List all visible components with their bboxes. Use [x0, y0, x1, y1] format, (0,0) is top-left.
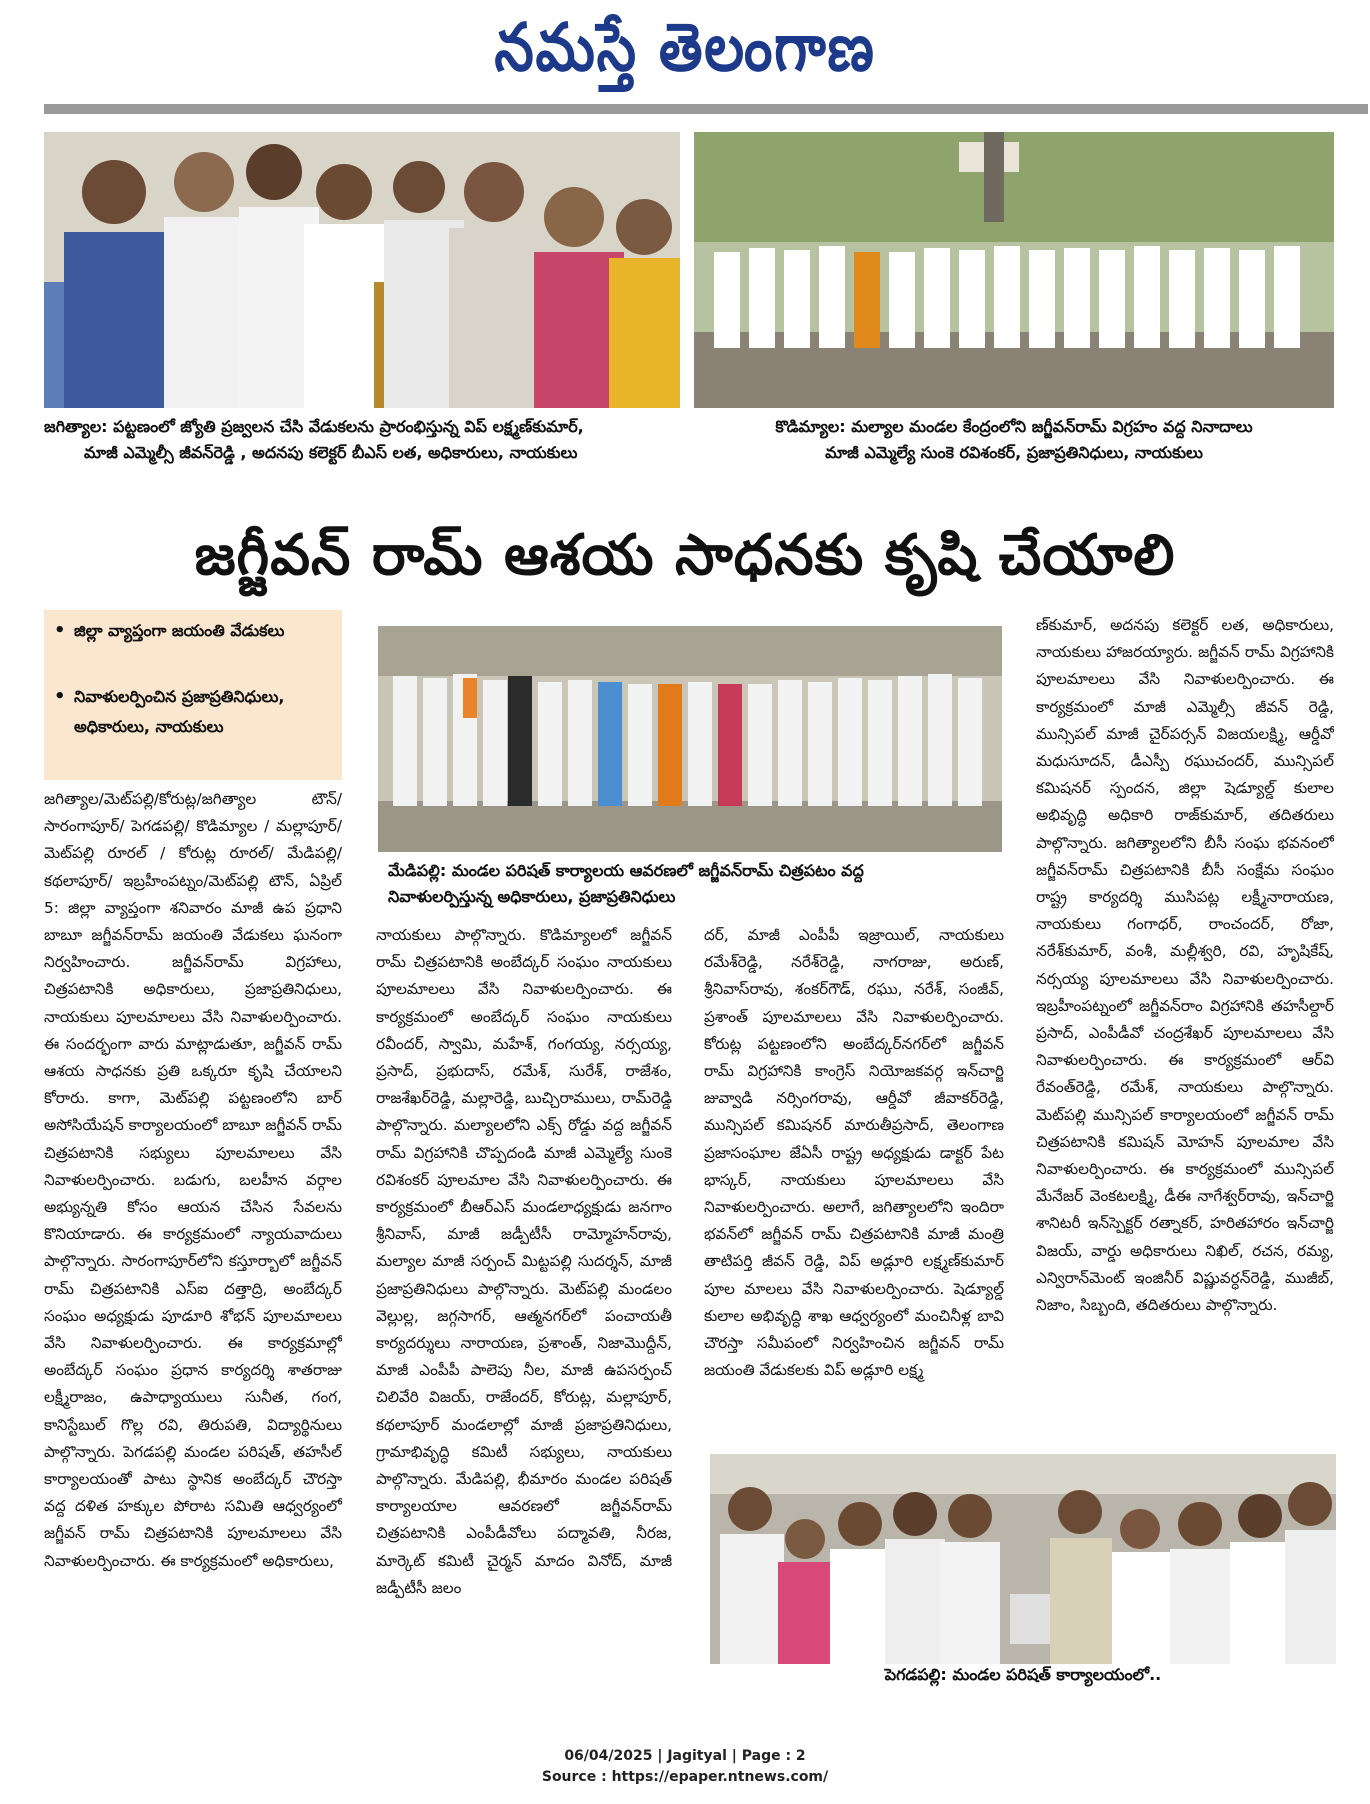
headline: జగ్జీవన్ రామ్ ఆశయ సాధనకు కృషి చేయాలి: [194, 523, 1176, 588]
photo-caption-top-right: [694, 414, 1334, 466]
caption-line: నివాళులర్పిస్తున్న అధికారులు, ప్రజాప్రతినిధులు: [388, 887, 676, 906]
caption-line: పెగడపల్లి: మండల పరిషత్ కార్యాలయంలో..: [884, 1665, 1162, 1684]
masthead-title: నమస్తే తెలంగాణ: [494, 8, 876, 86]
photo-caption-top-left: [44, 414, 680, 466]
highlights-box: [44, 610, 342, 780]
photo-figures: [694, 132, 1334, 408]
caption-line: మాజీ ఎమ్మెల్సీ జీవన్‌రెడ్డి , అదనపు కలెక్టర్ బీఎస్ లత, అధికారులు, నాయకులు: [84, 443, 578, 462]
caption-line: మాజీ ఎమ్మెల్యే సుంకె రవిశంకర్, ప్రజాప్రతినిధులు, నాయకులు: [825, 443, 1203, 462]
bullet-icon: •: [54, 686, 66, 707]
photo-figures: [378, 626, 1002, 852]
photo-figures: [44, 132, 680, 408]
caption-line: మేడిపల్లి: మండల పరిషత్ కార్యాలయ ఆవరణలో జగ్జీవన్‌రామ్ చిత్రపటం వద్ద: [388, 861, 864, 880]
article-column-1: [44, 786, 342, 1768]
photo-kodimyal-statue: [694, 132, 1334, 408]
bullet-icon: •: [54, 620, 66, 641]
caption-line: జగిత్యాల: పట్టణంలో జ్యోతి ప్రజ్వలన చేసి వేడుకలను ప్రారంభిస్తున్న విప్ లక్ష్మణ్‌కుమార్,: [44, 417, 584, 436]
highlight-text: జిల్లా వ్యాప్తంగా జయంతి వేడుకలు: [74, 621, 285, 640]
highlight-item: [54, 682, 336, 742]
photo-jagityal-lamp-lighting: [44, 132, 680, 408]
footer-date-page: 06/04/2025 | Jagityal | Page : 2: [564, 1748, 806, 1764]
masthead-rule: [44, 104, 1368, 114]
photo-caption-middle: [378, 858, 1002, 910]
footer-source: Source : https://epaper.ntnews.com/: [541, 1769, 829, 1785]
article-column-2: [376, 922, 672, 1768]
photo-pegadapalli-frame: [710, 1454, 1336, 1664]
article-text: నాయకులు పాల్గొన్నారు. కొడిమ్యాలలో జగ్జీవన్ రామ్ చిత్రపటానికి అంబేద్కర్ సంఘం నాయకులు పూలమాలలు వేసి నివాళులర్పించారు. ఈ కార్యక్రమంలో అంబేద్కర్ సంఘం నాయకులు రవీందర్, స్వామి, మహేశ్, గంగయ్య, నర్సయ్య, ప్రసాద్, ప్రభుదాస్, రమేశ్, సురేశ్, రాజేశం, రాజశేఖర్‌రెడ్డి, మల్లారెడ్డి, బుచ్చిరాములు, రామ్‌రెడ్డి పాల్గొన్నారు. మల్యాలలోని ఎక్స్ రోడ్డు వద్ద జగ్జీవన్ రామ్ విగ్రహానికి చొప్పదండి మాజీ ఎమ్మెల్యే సుంకె రవిశంకర్ పూలమాల వేసి నివాళులర్పించారు. ఈ కార్యక్రమంలో బీఆర్ఎస్ మండలాధ్యక్షుడు జనగాం శ్రీనివాస్, మాజీ జడ్పీటీసీ రామ్మోహన్‌రావు, మల్యాల మాజీ సర్పంచ్ మిట్టపల్లి సుదర్శన్, మాజీ ప్రజాప్రతినిధులు పాల్గొన్నారు. మెట్‌పల్లి మండలం వెల్లుల్ల, జగ్గసాగర్, ఆత్మనగర్‌లో పంచాయతీ కార్యదర్శులు నారాయణ, ప్రశాంత్, నిజామొద్దీన్, మాజీ ఎంపీపీ పాలెపు నీల, మాజీ ఉపసర్పంచ్ చిలివేరి విజయ్, రాజేందర్, కోరుట్ల, మల్లాపూర్, కథలాపూర్ మండలాల్లో మాజీ ప్రజాప్రతినిధులు, గ్రామాభివృద్ధి కమిటీ సభ్యులు, నాయకులు పాల్గొన్నారు. మేడిపల్లి, భీమారం మండల పరిషత్ కార్యాలయాల ఆవరణలో జగ్జీవన్‌రామ్ చిత్రపటానికి ఎంపీడీవోలు పద్మావతి, నీరజ, మార్కెట్ కమిటీ చైర్మన్ మాదం వినోద్, మాజీ జడ్పీటీసీ జలం: [376, 926, 672, 1597]
photo-figures: [710, 1454, 1336, 1664]
photo-caption-bottom-right: [710, 1664, 1336, 1686]
article-text: జగిత్యాల/మెట్‌పల్లి/కోరుట్ల/జగిత్యాల టౌన్/ సారంగాపూర్/ పెగడపల్లి/ కొడిమ్యాల / మల్లాపూర్/ మెట్‌పల్లి రూరల్ / కోరుట్ల రూరల్/ మేడిపల్లి/ కథలాపూర్/ ఇబ్రహీంపట్నం/మెట్‌పల్లి టౌన్, ఏప్రిల్ 5: జిల్లా వ్యాప్తంగా శనివారం మాజీ ఉప ప్రధాని బాబూ జగ్జీవన్‌రామ్ జయంతి వేడుకలు ఘనంగా నిర్వహించారు. జగ్జీవన్‌రామ్ విగ్రహాలు, చిత్రపటానికి అధికారులు, ప్రజాప్రతినిధులు, నాయకులు పూలమాలలు వేసి నివాళులర్పించారు. ఈ సందర్భంగా వారు మాట్లాడుతూ, జగ్జీవన్ రామ్ ఆశయ సాధనకు ప్రతి ఒక్కరూ కృషి చేయాలని కోరారు. కాగా, మెట్‌పల్లి పట్టణంలోని బార్ అసోసియేషన్ కార్యాలయంలో బాబూ జగ్జీవన్ రామ్ చిత్రపటానికి సభ్యులు పూలమాలలు వేసి నివాళులర్పించారు. బడుగు, బలహీన వర్గాల అభ్యున్నతి కోసం ఆయన చేసిన సేవలను కొనియాడారు. ఈ కార్యక్రమంలో న్యాయవాదులు పాల్గొన్నారు. సారంగాపూర్‌లోని కస్తూర్బాలో జగ్జీవన్ రామ్ చిత్రపటానికి ఎస్‌ఐ దత్తాద్రి, అంబేద్కర్ సంఘం అధ్యక్షుడు పూడూరి శోభన్ పూలమాలలు వేసి నివాళులర్పించారు. ఈ కార్యక్రమాల్లో అంబేద్కర్ సంఘం ప్రధాన కార్యదర్శి శాతరాజు లక్ష్మీరాజం, ఉపాధ్యాయులు సునీత, గంగ, కానిస్టేబుల్ గొల్ల రవి, తిరుపతి, విద్యార్థినులు పాల్గొన్నారు. పెగడపల్లి మండల పరిషత్, తహసీల్ కార్యాలయంతో పాటు స్థానిక అంబేద్కర్ చౌరస్తా వద్ద దళిత హక్కుల పోరాట సమితి ఆధ్వర్యంలో జగ్జీవన్ రామ్ చిత్రపటానికి పూలమాలలు వేసి నివాళులర్పించారు. ఈ కార్యక్రమంలో అధికారులు,: [44, 790, 342, 1570]
highlight-item: [54, 616, 336, 646]
photo-medipalli-mandal-parishad: [378, 626, 1002, 852]
article-text: ణ్‌కుమార్, అదనపు కలెక్టర్ లత, అధికారులు, నాయకులు హాజరయ్యారు. జగ్జీవన్ రామ్ విగ్రహానికి పూలమాలలు వేసి నివాళులర్పించారు. ఈ కార్యక్రమంలో మాజీ ఎమ్మెల్సీ జీవన్ రెడ్డి, మున్సిపల్ మాజీ చైర్‌పర్సన్ విజయలక్ష్మి, ఆర్డీవో మధుసూదన్, డీఎస్పీ రఘుచందర్, మున్సిపల్ కమిషనర్ స్పందన, జిల్లా షెడ్యూల్డ్ కులాల అభివృద్ధి అధికారి రాజ్‌కుమార్, తదితరులు పాల్గొన్నారు. జగిత్యాలలోని బీసీ సంఘ భవనంలో జగ్జీవన్‌రామ్ చిత్రపటానికి బీసీ సంక్షేమ సంఘం రాష్ట్ర కార్యదర్శి ముసిపట్ల లక్ష్మీనారాయణ, నాయకులు గంగాధర్, రాంచందర్, రోజా, నరేశ్‌కుమార్, వంశీ, మల్లీశ్వరి, రవి, హృషికేష్, నర్సయ్య పూలమాలలు వేసి నివాళులర్పించారు. ఇబ్రహీంపట్నంలో జగ్జీవన్‌రాం విగ్రహానికి తహసీల్దార్ ప్రసాద్, ఎంపీడీవో చంద్రశేఖర్ పూలమాలలు వేసి నివాళులర్పించారు. ఈ కార్యక్రమంలో ఆర్‌వి రేవంత్‌రెడ్డి, రమేశ్, నాయకులు పాల్గొన్నారు. మెట్‌పల్లి మున్సిపల్ కార్యాలయంలో జగ్జీవన్ రామ్ చిత్రపటానికి కమిషన్ మోహన్ పూలమాల వేసి నివాళులర్పించారు. ఈ కార్యక్రమంలో మున్సిపల్ మేనేజర్ వెంకటలక్ష్మి, డీఈ నాగేశ్వర్‌రావు, ఇన్‌చార్జి శానిటరీ ఇన్‌స్పెక్టర్ రత్నాకర్, హరితహారం ఇన్‌చార్జి విజయ్, వార్డు అధికారులు నిఖిల్, రచన, రమ్య, ఎన్విరాన్‌మెంట్ ఇంజినీర్ విష్ణువర్ధన్‌రెడ్డి, ముజీబ్, నిజాం, సిబ్బంది, తదితరులు పాల్గొన్నారు.: [1036, 616, 1334, 1315]
article-text: దర్, మాజీ ఎంపీపీ ఇజ్రాయిల్, నాయకులు రమేశ్‌రెడ్డి, నరేశ్‌రెడ్డి, నాగరాజు, అరుణ్, శ్రీనివాస్‌రావు, శంకర్‌గౌడ్, రఘు, నరేశ్, సంజీవ్, ప్రశాంత్ పూలమాలలు వేసి నివాళులర్పించారు. కోరుట్ల పట్టణంలోని అంబేద్కర్‌నగర్‌లో జగ్జీవన్ రామ్ విగ్రహానికి కాంగ్రెస్ నియోజకవర్గ ఇన్‌చార్జి జువ్వాడి నర్సింగరావు, ఆర్డీవో జీవాకర్‌రెడ్డి, మున్సిపల్ కమిషనర్ మారుతీప్రసాద్, తెలంగాణ ప్రజాసంఘాల జేఏసీ రాష్ట్ర అధ్యక్షుడు డాక్టర్ పేట భాస్కర్, నాయకులు పూలమాలలు వేసి నివాళులర్పించారు. అలాగే, జగిత్యాలలోని ఇందిరా భవన్‌లో జగ్జీవన్ రామ్ చిత్రపటానికి మాజీ మంత్రి తాటిపర్తి జీవన్ రెడ్డి, విప్ అడ్లూరి లక్ష్మణ్‌కుమార్ పూల మాలలు వేసి నివాళులర్పించారు. షెడ్యూల్డ్ కులాల అభివృద్ధి శాఖ ఆధ్వర్యంలో మంచినీళ్ల బావి చౌరస్తా సమీపంలో నిర్వహించిన జగ్జీవన్ రామ్ జయంతి వేడుకలకు విప్ అడ్లూరి లక్ష్మ: [704, 926, 1004, 1380]
highlight-text: నివాళులర్పించిన ప్రజాప్రతినిధులు, అధికారులు, నాయకులు: [74, 687, 285, 736]
caption-line: కొడిమ్యాల: మల్యాల మండల కేంద్రంలోని జగ్జీవన్‌రామ్ విగ్రహం వద్ద నినాదాలు: [775, 417, 1253, 436]
